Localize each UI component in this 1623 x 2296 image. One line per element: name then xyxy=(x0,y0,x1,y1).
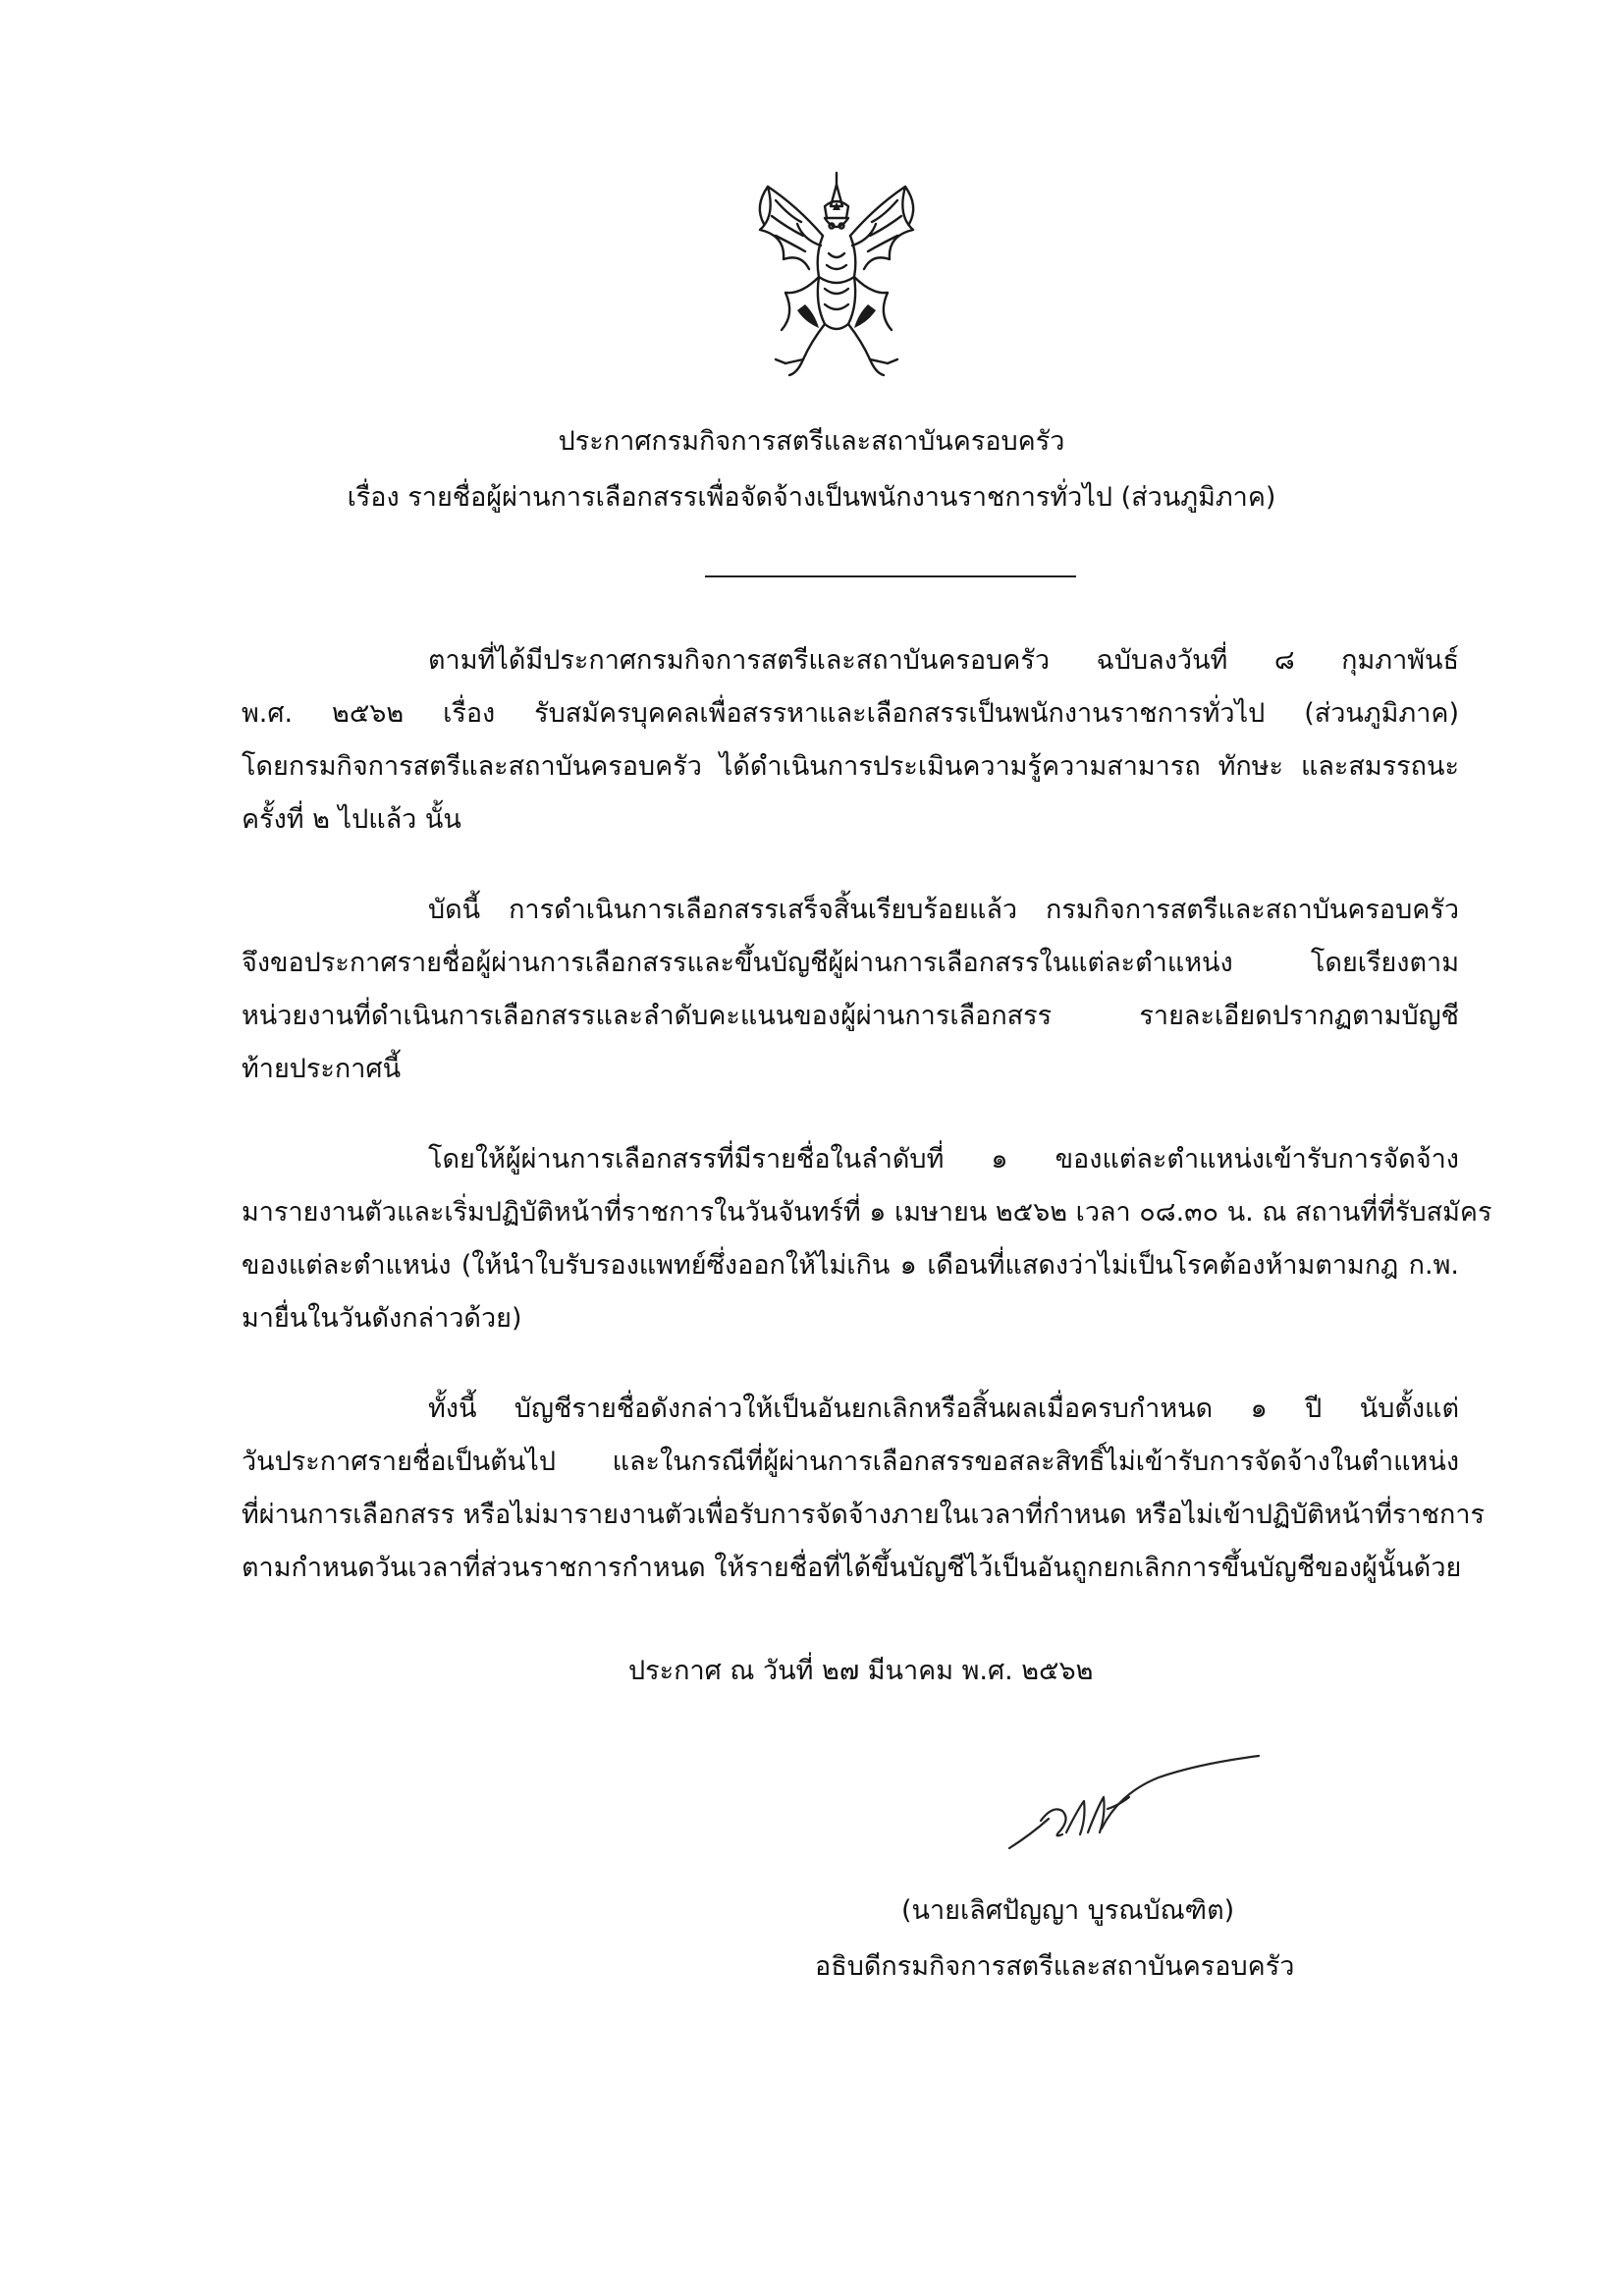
paragraph-line: พ.ศ. ๒๕๖๒ เรื่อง รับสมัครบุคคลเพื่อสรรหาและเลือกสรรเป็นพนักงานราชการทั่วไป (ส่วนภูมิภาค) xyxy=(242,698,1459,729)
title-divider xyxy=(705,575,1076,577)
paragraph-line: มารายงานตัวและเริ่มปฏิบัติหน้าที่ราชการในวันจันทร์ที่ ๑ เมษายน ๒๕๖๒ เวลา ๐๘.๓๐ น. ณ สถานที่ที่รับสมัคร xyxy=(242,1197,1492,1228)
signatory-position: อธิบดีกรมกิจการสตรีและสถาบันครอบครัว xyxy=(815,1951,1295,1982)
announcement-subject: เรื่อง รายชื่อผู้ผ่านการเลือกสรรเพื่อจัดจ้างเป็นพนักงานราชการทั่วไป (ส่วนภูมิภาค) xyxy=(347,482,1276,513)
paragraph-1 xyxy=(242,634,1459,847)
announcement-title: ประกาศกรมกิจการสตรีและสถาบันครอบครัว xyxy=(558,426,1065,457)
date-month-year: มีนาคม พ.ศ. ๒๕๖๒ xyxy=(867,1656,1094,1686)
paragraph-line: จึงขอประกาศรายชื่อผู้ผ่านการเลือกสรรและขึ้นบัญชีผู้ผ่านการเลือกสรรในแต่ละตำแหน่ง โดยเรียงตาม xyxy=(242,948,1459,978)
garuda-emblem xyxy=(746,167,927,383)
paragraph-line: โดยให้ผู้ผ่านการเลือกสรรที่มีรายชื่อในลำดับที่ ๑ ของแต่ละตำแหน่งเข้ารับการจัดจ้าง xyxy=(428,1144,1459,1175)
paragraph-line: บัดนี้ การดำเนินการเลือกสรรเสร็จสิ้นเรียบร้อยแล้ว กรมกิจการสตรีและสถาบันครอบครัว xyxy=(428,895,1459,925)
paragraph-line: ของแต่ละตำแหน่ง (ให้นำใบรับรองแพทย์ซึ่งออกให้ไม่เกิน ๑ เดือนที่แสดงว่าไม่เป็นโรคต้องห้ามตามกฎ ก.พ. xyxy=(242,1250,1459,1281)
date-prefix: ประกาศ ณ วันที่ xyxy=(628,1656,814,1686)
paragraph-line: ตามกำหนดวันเวลาที่ส่วนราชการกำหนด ให้รายชื่อที่ได้ขึ้นบัญชีไว้เป็นอันถูกยกเลิกการขึ้นบัญชีของผู้นั้นด้วย xyxy=(242,1553,1462,1583)
signatory-name: (นายเลิศปัญญา บูรณบัณฑิต) xyxy=(901,1895,1235,1926)
paragraph-line: ที่ผ่านการเลือกสรร หรือไม่มารายงานตัวเพื่อรับการจัดจ้างภายในเวลาที่กำหนด หรือไม่เข้าปฏิบัติหน้าที่ราชการ xyxy=(242,1500,1485,1530)
handwritten-signature xyxy=(1001,1750,1276,1858)
paragraph-line: วันประกาศรายชื่อเป็นต้นไป และในกรณีที่ผู้ผ่านการเลือกสรรขอสละสิทธิ์ไม่เข้ารับการจัดจ้างในตำแหน่ง xyxy=(242,1447,1459,1477)
paragraph-2 xyxy=(242,884,1459,1096)
paragraph-line: โดยกรมกิจการสตรีและสถาบันครอบครัว ได้ดำเนินการประเมินความรู้ความสามารถ ทักษะ และสมรรถนะ xyxy=(242,751,1459,782)
paragraph-line: ครั้งที่ ๒ ไปแล้ว นั้น xyxy=(242,804,461,835)
paragraph-line: หน่วยงานที่ดำเนินการเลือกสรรและลำดับคะแนนของผู้ผ่านการเลือกสรร รายละเอียดปรากฏตามบัญชี xyxy=(242,1001,1459,1031)
paragraph-line: ตามที่ได้มีประกาศกรมกิจการสตรีและสถาบันครอบครัว ฉบับลงวันที่ ๘ กุมภาพันธ์ xyxy=(428,645,1459,676)
date-day: ๒๗ xyxy=(822,1656,860,1686)
paragraph-line: ท้ายประกาศนี้ xyxy=(242,1054,402,1084)
paragraph-4 xyxy=(242,1383,1485,1595)
paragraph-line: ทั้งนี้ บัญชีรายชื่อดังกล่าวให้เป็นอันยกเลิกหรือสิ้นผลเมื่อครบกำหนด ๑ ปี นับตั้งแต่ xyxy=(428,1394,1459,1424)
paragraph-line: มายื่นในวันดังกล่าวด้วย) xyxy=(242,1303,522,1334)
announcement-date xyxy=(628,1652,1093,1691)
paragraph-3 xyxy=(242,1133,1492,1345)
